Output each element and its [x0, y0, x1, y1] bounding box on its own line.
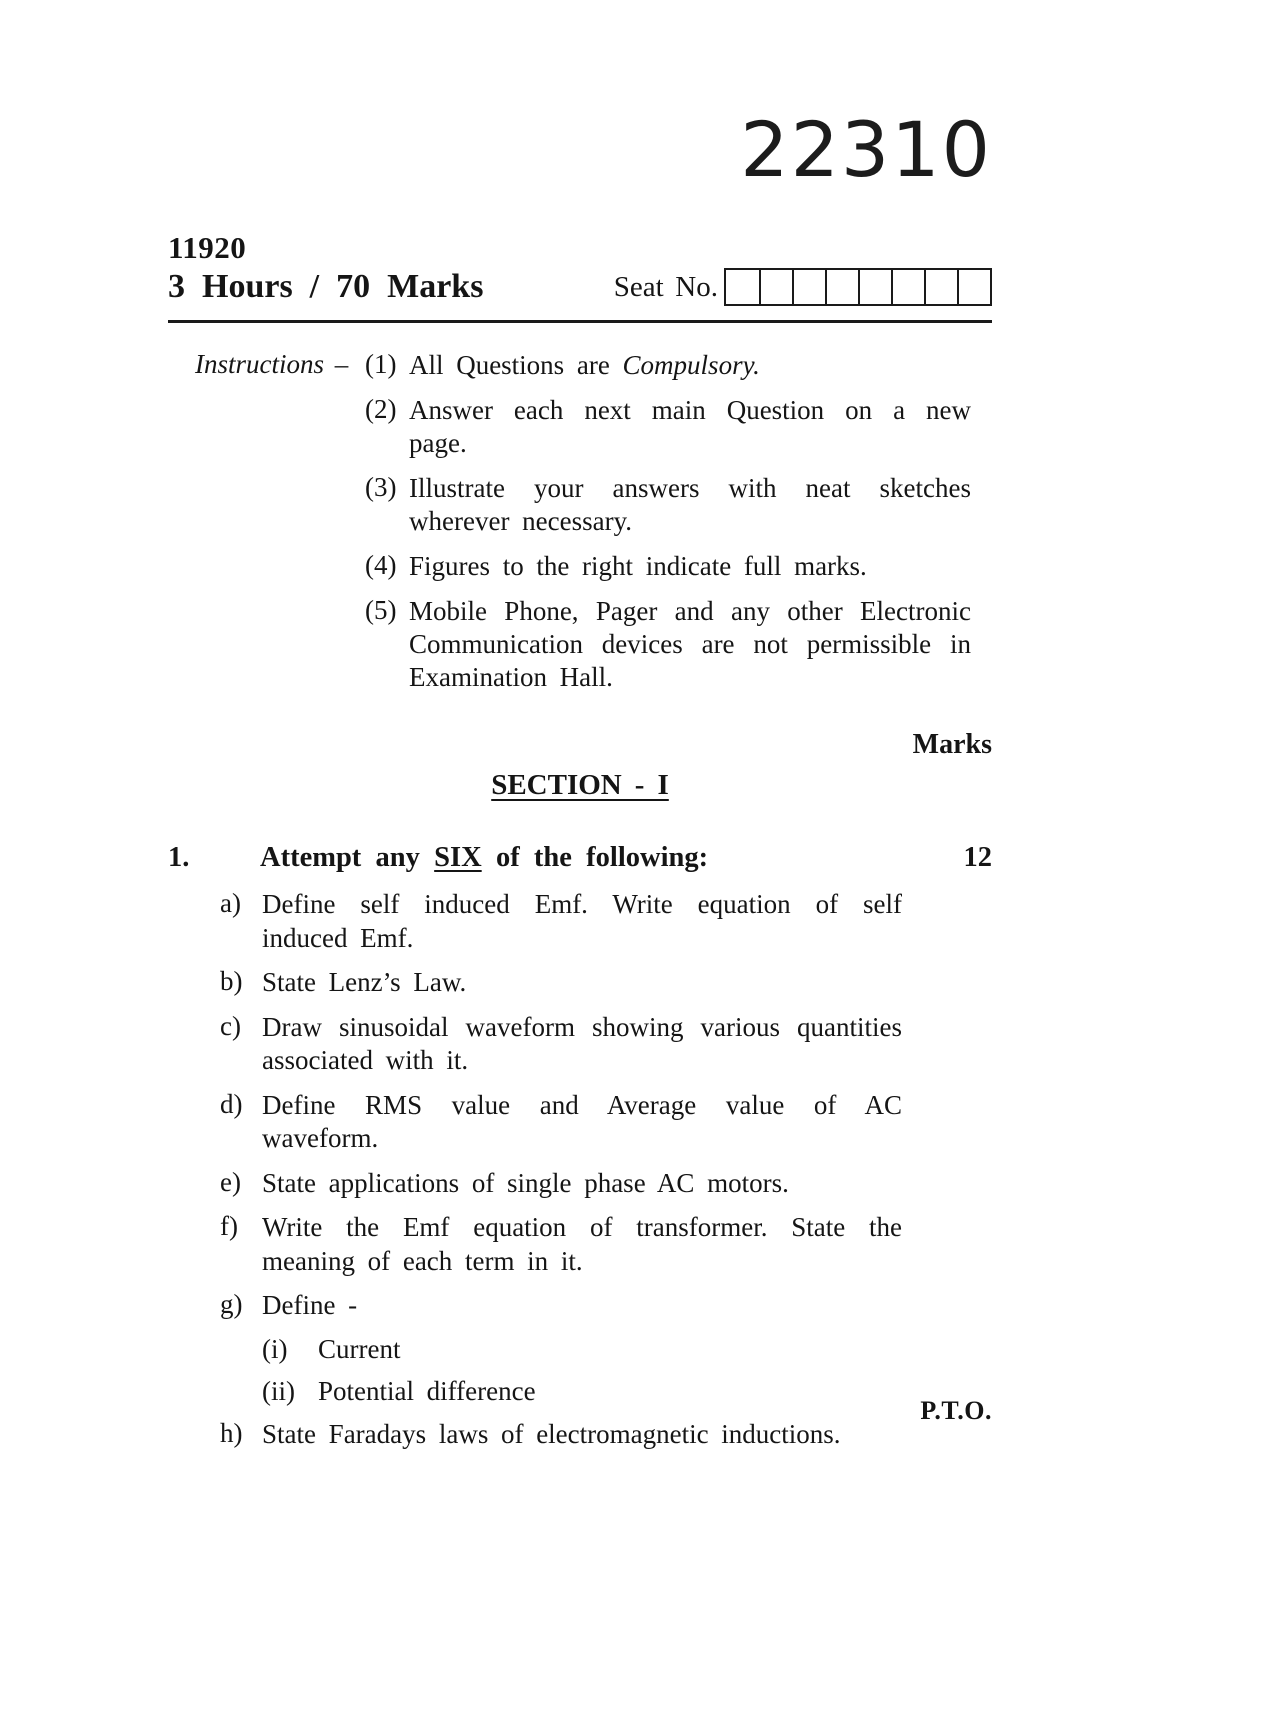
question-item-label: e): [220, 1166, 241, 1197]
question-title-prefix: Attempt any: [260, 842, 420, 874]
question-item-label: g): [220, 1289, 243, 1320]
instruction-item: [365, 394, 992, 460]
instruction-text: Mobile Phone, Pager and any other Electronic Communication devices are not permissible in Examination Hall.: [409, 595, 971, 692]
instruction-item: [365, 349, 992, 382]
question-item: [168, 888, 992, 955]
question-item: [168, 1089, 992, 1156]
question-item-text: Define -: [262, 1290, 358, 1321]
seat-box-cell: [957, 270, 990, 304]
question-1-items: [168, 888, 992, 1451]
question-item: [168, 1211, 992, 1278]
instruction-text: Answer each next main Question on a new page.: [409, 394, 971, 458]
instruction-number: (2): [365, 393, 397, 424]
paper-code: 22310: [740, 105, 992, 194]
question-item-text: Write the Emf equation of transformer. State the meaning of each term in it.: [262, 1212, 902, 1276]
instruction-number: (5): [365, 594, 397, 625]
question-subitem-text: Potential difference: [318, 1375, 536, 1406]
seat-box-cell: [858, 270, 891, 304]
seat-no-label: Seat No.: [613, 271, 718, 303]
page-content: [168, 0, 992, 1451]
question-item: [168, 1167, 992, 1200]
instruction-text: Figures to the right indicate full marks.: [409, 550, 867, 581]
question-subitem-label: (ii): [262, 1375, 295, 1406]
seat-box-cell: [891, 270, 924, 304]
question-subitem-text: Current: [318, 1333, 401, 1364]
question-item-text: Define RMS value and Average value of AC waveform.: [262, 1089, 902, 1154]
instruction-item: [365, 550, 992, 583]
seat-box-cell: [759, 270, 792, 304]
question-item-label: d): [220, 1088, 243, 1119]
question-1-header: [168, 842, 992, 874]
seat-box-cell: [924, 270, 957, 304]
instruction-text: Illustrate your answers with neat sketches wherever necessary.: [409, 472, 971, 536]
instructions-label: Instructions –: [195, 349, 349, 379]
seat-box-cell: [792, 270, 825, 304]
question-title-suffix: of the following:: [495, 842, 709, 874]
question-item-label: h): [220, 1417, 243, 1448]
question-number: 1.: [168, 842, 190, 874]
instructions-list: [365, 349, 992, 705]
header-row: [168, 268, 992, 306]
question-subitem-label: (i): [262, 1333, 288, 1364]
seat-box-cell: [825, 270, 858, 304]
question-item-text: State Lenz’s Law.: [262, 967, 467, 998]
question-item-label: f): [220, 1211, 238, 1242]
question-item-label: a): [220, 888, 241, 919]
exam-code: 11920: [168, 230, 247, 265]
duration-marks: 3 Hours / 70 Marks: [168, 268, 484, 305]
instruction-number: (3): [365, 471, 397, 502]
question-item: [168, 1289, 992, 1322]
question-item: [168, 966, 992, 999]
instruction-number: (4): [365, 549, 397, 580]
seat-box-cell: [726, 270, 759, 304]
section-title: [168, 769, 992, 802]
question-item-text: State Faradays laws of electromagnetic inductions.: [262, 1418, 841, 1449]
seat-number-area: [614, 268, 992, 306]
instruction-number: (1): [365, 349, 397, 379]
marks-column-label: Marks: [912, 729, 992, 761]
instruction-text: [409, 349, 971, 382]
question-subitem: [168, 1376, 992, 1407]
question-item-label: c): [220, 1010, 241, 1041]
question-item-text: Define self induced Emf. Write equation of self induced Emf.: [262, 889, 902, 953]
instruction-item: [365, 595, 992, 694]
question-subitem: [168, 1334, 992, 1365]
instruction-item: [365, 472, 992, 538]
question-title-underlined: SIX: [434, 842, 482, 874]
section-title-text: SECTION - I: [491, 769, 669, 802]
question-title: [260, 842, 708, 874]
question-item-text: Draw sinusoidal waveform showing various quantities associated with it.: [262, 1011, 902, 1076]
instruction-text-normal: All Questions are: [409, 350, 610, 380]
question-item: [168, 1011, 992, 1078]
header-block: [168, 230, 992, 323]
question-marks: 12: [963, 842, 992, 874]
question-item: [168, 1418, 992, 1451]
instruction-text-italic: Compulsory.: [622, 350, 760, 380]
question-item-label: b): [220, 966, 243, 997]
pto-label: P.T.O.: [920, 1396, 992, 1425]
instructions-block: [168, 349, 992, 705]
question-item-text: State applications of single phase AC motors.: [262, 1167, 789, 1198]
seat-number-boxes: [724, 268, 992, 306]
